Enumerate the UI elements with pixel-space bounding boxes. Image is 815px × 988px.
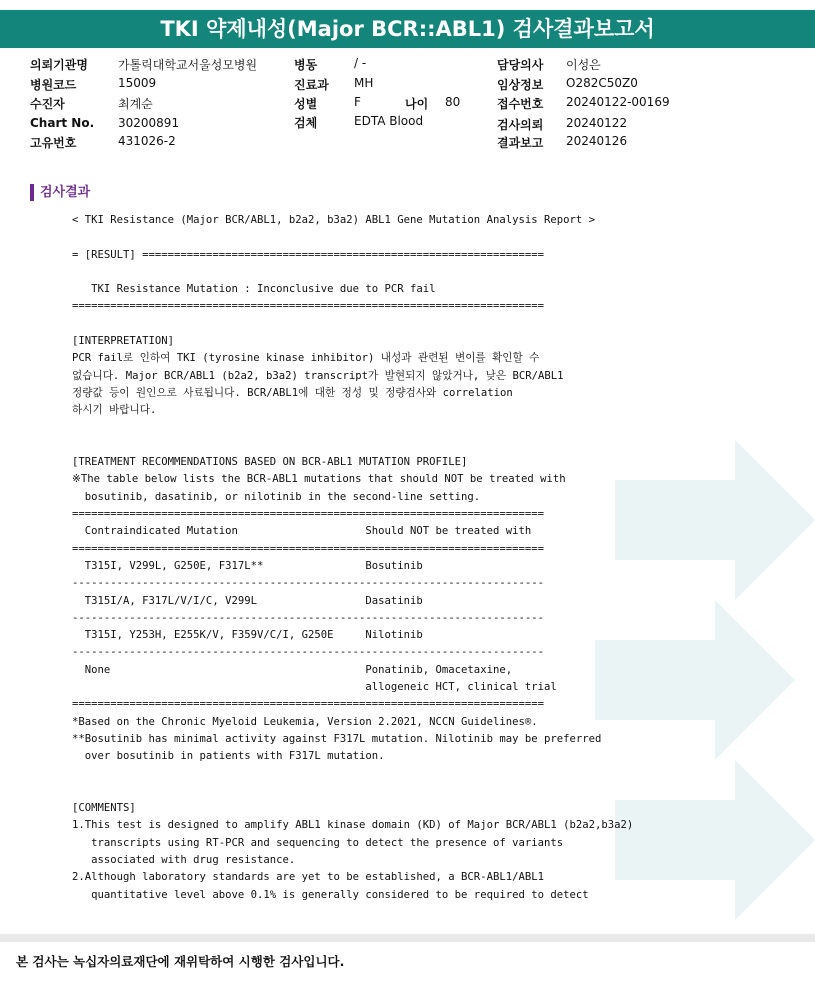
report-line — [72, 437, 632, 454]
report-line: **Bosutinib has minimal activity against F317L mutation. Nilotinib may be preferred — [72, 732, 602, 745]
info-label: 고유번호 — [30, 136, 77, 150]
info-value: 20240122 — [566, 116, 628, 130]
report-line: over bosutinib in patients with F317L mutation. — [72, 750, 385, 763]
report-line: None Ponatinib, Omacetaxine, — [72, 663, 513, 676]
report-line: -------------------------------------------------------------------------- — [72, 646, 544, 659]
report-line: PCR fail로 인하여 TKI (tyrosine kinase inhibitor) 내성과 관련된 변이를 확인할 수 — [72, 352, 540, 365]
section-title: 검사결과 — [30, 184, 90, 201]
report-line: ※The table below lists the BCR-ABL1 mutations that should NOT be treated with — [72, 473, 566, 486]
report-line — [72, 783, 632, 800]
info-label: 접수번호 — [497, 97, 544, 111]
report-line: bosutinib, dasatinib, or nilotinib in the second-line setting. — [72, 490, 481, 503]
report-line: -------------------------------------------------------------------------- — [72, 611, 544, 624]
info-value: O282C50Z0 — [566, 76, 638, 90]
report-line: quantitative level above 0.1% is generally considered to be required to detect — [72, 888, 589, 901]
report-line: 하시기 바랍니다. — [72, 404, 157, 417]
info-label: 담당의사 — [497, 58, 544, 72]
info-label: 나이 — [405, 97, 429, 111]
info-label: 병동 — [294, 58, 318, 72]
report-line: Contraindicated Mutation Should NOT be treated with — [72, 525, 532, 538]
report-line: *Based on the Chronic Myeloid Leukemia, Version 2.2021, NCCN Guidelines®. — [72, 715, 538, 728]
info-value: F — [354, 95, 361, 109]
info-value: 15009 — [118, 76, 157, 90]
info-value: 최계순 — [118, 97, 153, 111]
info-label: 검체 — [294, 116, 318, 130]
info-label: Chart No. — [30, 116, 95, 130]
report-line — [72, 264, 632, 281]
info-label: 병원코드 — [30, 78, 77, 92]
report-line: [COMMENTS] — [72, 802, 136, 815]
report-line: -------------------------------------------------------------------------- — [72, 577, 544, 590]
footer-note: 본 검사는 녹십자의료재단에 재위탁하여 시행한 검사입니다. — [16, 954, 345, 969]
report-line: allogeneic HCT, clinical trial — [72, 681, 557, 694]
info-label: 결과보고 — [497, 136, 544, 150]
report-line: 1.This test is designed to amplify ABL1 kinase domain (KD) of Major BCR/ABL1 (b2a2,b3a2) — [72, 819, 634, 832]
info-label: 성별 — [294, 97, 318, 111]
report-line: 2.Although laboratory standards are yet to be established, a BCR-ABL1/ABL1 — [72, 871, 544, 884]
info-label: 의뢰기관명 — [30, 58, 88, 72]
report-line: T315I/A, F317L/V/I/C, V299L Dasatinib — [72, 594, 423, 607]
info-value: MH — [354, 76, 374, 90]
report-line: associated with drug resistance. — [72, 853, 296, 866]
info-value: 가톨릭대학교서울성모병원 — [118, 58, 258, 72]
report-line — [72, 229, 632, 246]
footer-divider — [0, 934, 815, 942]
report-line: 정량값 등이 원인으로 사료됩니다. BCR/ABL1에 대한 정성 및 정량검사와 correlation — [72, 386, 513, 399]
report-line: ========================================================================== — [72, 698, 544, 711]
info-value: 20240122-00169 — [566, 95, 670, 109]
report-line — [72, 316, 632, 333]
info-label: 검사의뢰 — [497, 118, 544, 132]
report-line — [72, 766, 632, 783]
info-value: 80 — [445, 95, 461, 109]
report-line: 없습니다. Major BCR/ABL1 (b2a2, b3a2) transcript가 발현되지 않았거나, 낮은 BCR/ABL1 — [72, 369, 564, 382]
report-line: ========================================================================== — [72, 300, 544, 313]
report-line: ========================================================================== — [72, 508, 544, 521]
info-label: 진료과 — [294, 78, 329, 92]
info-value: 30200891 — [118, 116, 180, 130]
report-line: ========================================================================== — [72, 542, 544, 555]
report-line: TKI Resistance Mutation : Inconclusive due to PCR fail — [72, 283, 436, 296]
info-value: 20240126 — [566, 134, 628, 148]
report-line: T315I, V299L, G250E, F317L** Bosutinib — [72, 559, 423, 572]
report-text — [72, 212, 632, 904]
report-line: < TKI Resistance (Major BCR/ABL1, b2a2, b3a2) ABL1 Gene Mutation Analysis Report > — [72, 214, 595, 226]
info-value: 431026-2 — [118, 134, 176, 148]
info-label: 수진자 — [30, 97, 65, 111]
info-label: 임상정보 — [497, 78, 544, 92]
info-value: / - — [354, 56, 367, 70]
report-line: = [RESULT] =============================================================== — [72, 248, 544, 261]
report-title: TKI 약제내성(Major BCR::ABL1) 검사결과보고서 — [0, 10, 815, 48]
info-value: EDTA Blood — [354, 114, 424, 128]
report-line: T315I, Y253H, E255K/V, F359V/C/I, G250E Nilotinib — [72, 629, 423, 642]
report-line: [INTERPRETATION] — [72, 335, 175, 348]
report-line: transcripts using RT-PCR and sequencing to detect the presence of variants — [72, 836, 564, 849]
report-line — [72, 420, 632, 437]
report-line: [TREATMENT RECOMMENDATIONS BASED ON BCR-ABL1 MUTATION PROFILE] — [72, 456, 468, 469]
info-value: 이성은 — [566, 58, 601, 72]
